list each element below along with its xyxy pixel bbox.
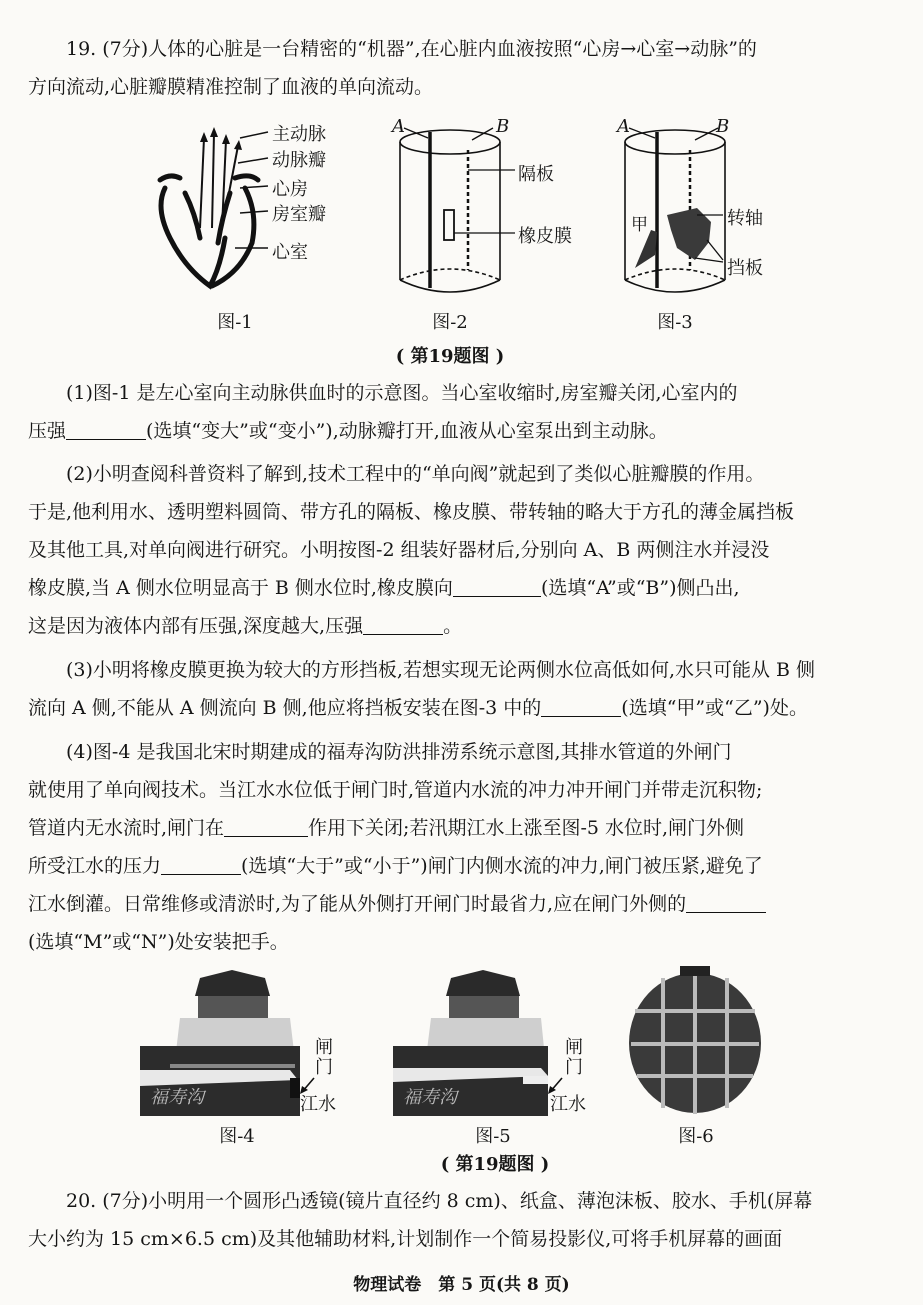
fig3-label-baffle: 挡板 bbox=[727, 258, 763, 279]
fig6-caption: 图-6 bbox=[678, 1126, 714, 1147]
page-footer: 物理试卷 第 5 页(共 8 页) bbox=[353, 1275, 570, 1295]
q19-2-line1: (2)小明查阅科普资料了解到,技术工程中的“单向阀”就起到了类似心脏瓣膜的作用。 bbox=[66, 463, 765, 485]
q19-3-line2 bbox=[28, 689, 894, 727]
figure-group-title: ( 第19题图 ) bbox=[395, 346, 505, 367]
answer-blank-3[interactable] bbox=[363, 614, 443, 635]
q19-2-line2: 于是,他利用水、透明塑料圆筒、带方孔的隔板、橡皮膜、带转轴的略大于方孔的薄金属挡板 bbox=[28, 501, 795, 523]
q19-4-text-c: 所受江水的压力 bbox=[28, 855, 162, 877]
svg-text:福寿沟: 福寿沟 bbox=[150, 1087, 204, 1108]
q19-4-text-d: (选填“大于”或“小于”)闸门内侧水流的冲力,闸门被压紧,避免了 bbox=[241, 855, 763, 877]
answer-blank-1[interactable] bbox=[66, 419, 146, 440]
fig4-caption: 图-4 bbox=[219, 1126, 255, 1147]
fig1-label-ventricle: 心室 bbox=[272, 242, 308, 263]
fig5-label-river: 江水 bbox=[550, 1094, 586, 1115]
q19-1-line1: (1)图-1 是左心室向主动脉供血时的示意图。当心室收缩时,房室瓣关闭,心室内的 bbox=[66, 382, 738, 404]
answer-blank-4[interactable] bbox=[541, 696, 621, 717]
fig3-label-pivot: 转轴 bbox=[727, 208, 763, 229]
q20-line2: 大小约为 15 cm×6.5 cm)及其他辅助材料,计划制作一个简易投影仪,可将手机屏幕的画面 bbox=[28, 1228, 783, 1250]
q19-4-text-b: 作用下关闭;若汛期江水上涨至图-5 水位时,闸门外侧 bbox=[308, 817, 745, 839]
fig2-caption: 图-2 bbox=[432, 312, 468, 333]
fig4-label-river: 江水 bbox=[300, 1094, 336, 1115]
q19-4-line1: (4)图-4 是我国北宋时期建成的福寿沟防洪排涝系统示意图,其排水管道的外闸门 bbox=[66, 741, 732, 763]
fig2-label-b: B bbox=[496, 116, 510, 137]
q19-4-line5 bbox=[28, 885, 894, 923]
q19-2-line5 bbox=[28, 607, 894, 645]
fig5-label-gate: 闸门 bbox=[565, 1037, 583, 1078]
fig1-label-atrium: 心房 bbox=[272, 179, 308, 200]
q19-3-line1: (3)小明将橡皮膜更换为较大的方形挡板,若想实现无论两侧水位高低如何,水只可能从 B 侧 bbox=[66, 659, 816, 681]
fig3-label-jia: 甲 bbox=[631, 215, 648, 235]
q19-2-line3: 及其他工具,对单向阀进行研究。小明按图-2 组装好器材后,分别向 A、B 两侧注水并浸没 bbox=[28, 539, 770, 561]
answer-blank-2[interactable] bbox=[453, 576, 541, 597]
fig3-label-b: B bbox=[716, 116, 730, 137]
fig2-label-rubber-membrane: 橡皮膜 bbox=[518, 226, 572, 247]
q19-2-text-a: 橡皮膜,当 A 侧水位明显高于 B 侧水位时,橡皮膜向 bbox=[28, 577, 453, 599]
figure-5-drainage-photo bbox=[393, 968, 548, 1116]
q19-2-text-d: 。 bbox=[443, 615, 463, 637]
fig1-caption: 图-1 bbox=[217, 312, 253, 333]
q19-2-line4 bbox=[28, 569, 894, 607]
figure-4-drainage-photo bbox=[140, 968, 300, 1116]
q19-1-text-a: 压强 bbox=[28, 420, 67, 442]
fig3-label-a: A bbox=[617, 116, 630, 137]
svg-text:福寿沟: 福寿沟 bbox=[403, 1087, 457, 1108]
fig2-label-a: A bbox=[392, 116, 405, 137]
fig1-label-arterial-valve: 动脉瓣 bbox=[272, 150, 326, 171]
q19-4-line4 bbox=[28, 847, 894, 885]
q19-4-text-e: 江水倒灌。日常维修或清淤时,为了能从外侧打开闸门时最省力,应在闸门外侧的 bbox=[28, 893, 687, 915]
q19-intro-line1: 19. (7分)人体的心脏是一台精密的“机器”,在心脏内血液按照“心房→心室→动脉”的 bbox=[66, 38, 757, 60]
figure-2-cylinder-diagram bbox=[390, 120, 520, 305]
fig1-label-aorta: 主动脉 bbox=[272, 124, 326, 145]
q19-3-text-a: 流向 A 侧,不能从 A 侧流向 B 侧,他应将挡板安装在图-3 中的 bbox=[28, 697, 542, 719]
q19-4-line6: (选填“M”或“N”)处安装把手。 bbox=[28, 931, 289, 953]
q19-2-text-b: (选填“A”或“B”)侧凸出, bbox=[540, 577, 740, 599]
fig4-label-gate: 闸门 bbox=[315, 1037, 333, 1078]
q19-4-text-a: 管道内无水流时,闸门在 bbox=[28, 817, 225, 839]
q19-1-line2 bbox=[28, 412, 894, 450]
answer-blank-5[interactable] bbox=[224, 816, 308, 837]
fig1-label-av-valve: 房室瓣 bbox=[272, 204, 326, 225]
fig5-caption: 图-5 bbox=[475, 1126, 511, 1147]
answer-blank-7[interactable] bbox=[686, 892, 766, 913]
q19-1-text-b: (选填“变大”或“变小”),动脉瓣打开,血液从心室泵出到主动脉。 bbox=[146, 420, 668, 442]
fig3-caption: 图-3 bbox=[657, 312, 693, 333]
answer-blank-6[interactable] bbox=[161, 854, 241, 875]
figure-group-title-2: ( 第19题图 ) bbox=[440, 1154, 550, 1175]
q19-intro-line2: 方向流动,心脏瓣膜精准控制了血液的单向流动。 bbox=[28, 76, 434, 98]
q20-line1: 20. (7分)小明用一个圆形凸透镜(镜片直径约 8 cm)、纸盒、薄泡沫板、胶水、手机(屏幕 bbox=[66, 1190, 813, 1212]
fig2-label-partition: 隔板 bbox=[518, 164, 554, 185]
q19-4-line2: 就使用了单向阀技术。当江水水位低于闸门时,管道内水流的冲力冲开闸门并带走沉积物; bbox=[28, 779, 763, 801]
q19-2-text-c: 这是因为液体内部有压强,深度越大,压强 bbox=[28, 615, 364, 637]
q19-4-line3 bbox=[28, 809, 894, 847]
figure-6-gate-photo bbox=[625, 966, 765, 1116]
q19-3-text-b: (选填“甲”或“乙”)处。 bbox=[621, 697, 808, 719]
